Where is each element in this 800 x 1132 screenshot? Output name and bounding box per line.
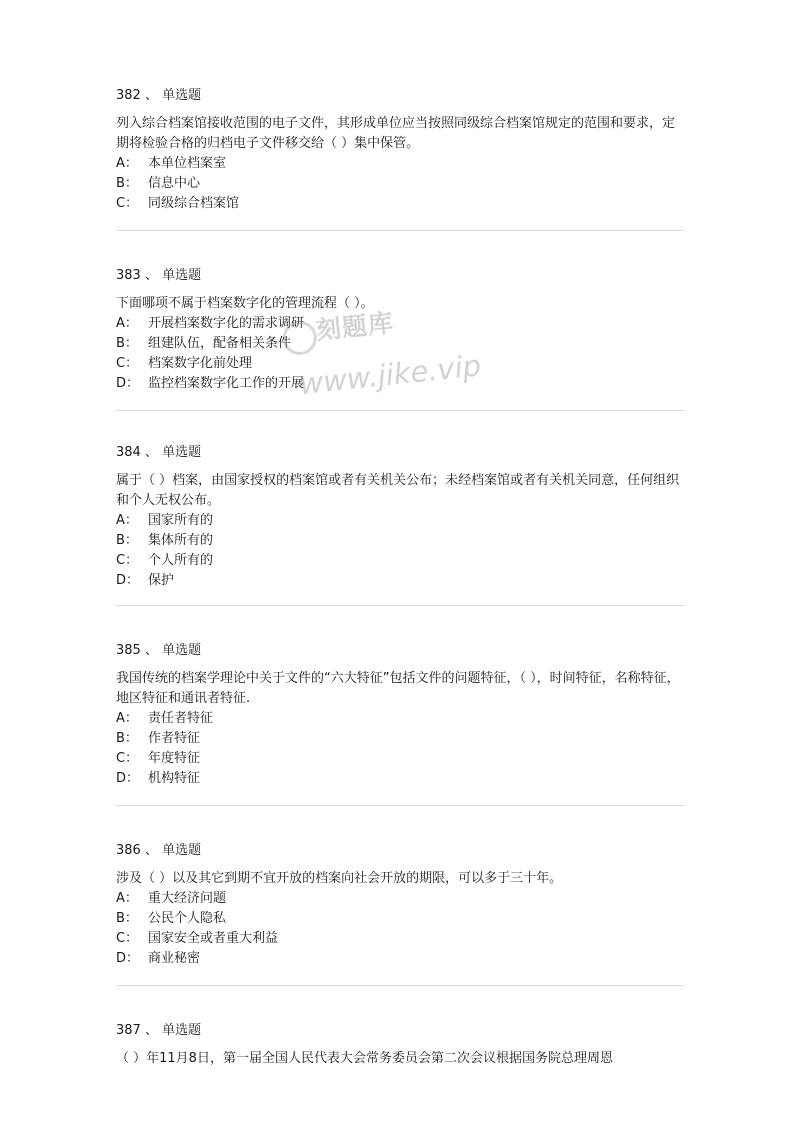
option-c: [116, 929, 685, 949]
divider: [116, 985, 685, 986]
question-385: [116, 641, 685, 789]
option-letter: A：: [116, 156, 138, 171]
option-b: [116, 729, 685, 749]
option-text: 监控档案数字化工作的开展: [148, 376, 305, 391]
option-letter: D：: [116, 376, 140, 391]
option-text: 年度特征: [148, 751, 201, 766]
option-a: [116, 709, 685, 729]
option-letter: C：: [116, 553, 139, 568]
option-text: 商业秘密: [148, 951, 201, 966]
option-letter: C：: [116, 751, 139, 766]
question-header: 383 、 单选题: [116, 268, 202, 283]
option-b: [116, 174, 685, 194]
question-header: 387 、 单选题: [116, 1023, 202, 1038]
option-text: 国家安全或者重大利益: [148, 931, 279, 946]
option-letter: C：: [116, 196, 139, 211]
option-text: 公民个人隐私: [148, 911, 227, 926]
option-text: 重大经济问题: [148, 891, 227, 906]
option-d: [116, 949, 685, 969]
question-header: 384 、 单选题: [116, 445, 202, 460]
option-d: [116, 374, 685, 394]
option-c: [116, 354, 685, 374]
option-letter: C：: [116, 931, 139, 946]
option-letter: B：: [116, 176, 138, 191]
divider: [116, 410, 685, 411]
option-text: 开展档案数字化的需求调研: [148, 316, 305, 331]
option-letter: B：: [116, 336, 138, 351]
option-text: 国家所有的: [148, 513, 214, 528]
option-a: [116, 511, 685, 531]
question-382: [116, 86, 685, 214]
option-letter: D：: [116, 573, 140, 588]
option-letter: A：: [116, 711, 138, 726]
divider: [116, 605, 685, 606]
question-383: [116, 266, 685, 394]
question-384: [116, 443, 685, 591]
option-letter: B：: [116, 533, 138, 548]
question-header: 382 、 单选题: [116, 88, 202, 103]
question-stem: 我国传统的档案学理论中关于文件的“六大特征”包括文件的问题特征，（ ），时间特征，名称特征，地区特征和通讯者特征.: [116, 671, 680, 706]
question-stem: 列入综合档案馆接收范围的电子文件，其形成单位应当按照同级综合档案馆规定的范围和要求，定期将检验合格的归档电子文件移交给（ ）集中保管。: [116, 116, 676, 151]
option-c: [116, 194, 685, 214]
option-text: 集体所有的: [148, 533, 214, 548]
option-letter: A：: [116, 513, 138, 528]
option-d: [116, 769, 685, 789]
option-letter: B：: [116, 731, 138, 746]
option-a: [116, 314, 685, 334]
option-a: [116, 889, 685, 909]
option-d: [116, 571, 685, 591]
divider: [116, 805, 685, 806]
option-letter: C：: [116, 356, 139, 371]
option-letter: A：: [116, 891, 138, 906]
option-c: [116, 749, 685, 769]
question-header: 385 、 单选题: [116, 643, 202, 658]
option-b: [116, 909, 685, 929]
option-text: 本单位档案室: [148, 156, 227, 171]
option-text: 机构特征: [148, 771, 201, 786]
question-387: [116, 1021, 685, 1069]
question-stem: 涉及（ ）以及其它到期不宜开放的档案向社会开放的期限，可以多于三十年。: [116, 871, 563, 886]
option-b: [116, 334, 685, 354]
option-letter: D：: [116, 951, 140, 966]
option-letter: B：: [116, 911, 138, 926]
option-text: 作者特征: [148, 731, 201, 746]
watermark-line2: www.jike.vip: [297, 348, 483, 402]
option-a: [116, 154, 685, 174]
question-stem: 下面哪项不属于档案数字化的管理流程（ ）。: [116, 296, 374, 311]
question-stem: 属于（ ）档案，由国家授权的档案馆或者有关机关公布；未经档案馆或者有关机关同意，任何组织和个人无权公布。: [116, 473, 680, 508]
option-text: 保护: [148, 573, 175, 588]
question-386: [116, 841, 685, 969]
option-text: 档案数字化前处理: [148, 356, 253, 371]
option-text: 同级综合档案馆: [148, 196, 240, 211]
divider: [116, 230, 685, 231]
option-c: [116, 551, 685, 571]
option-letter: A：: [116, 316, 138, 331]
option-text: 个人所有的: [148, 553, 214, 568]
watermark-line1: 刻题库: [314, 308, 396, 346]
question-stem: （ ）年11月8日，第一届全国人民代表大会常务委员会第二次会议根据国务院总理周恩: [116, 1051, 613, 1066]
option-b: [116, 531, 685, 551]
option-text: 信息中心: [148, 176, 201, 191]
question-header: 386 、 单选题: [116, 843, 202, 858]
option-text: 组建队伍，配备相关条件: [148, 336, 292, 351]
option-letter: D：: [116, 771, 140, 786]
option-text: 责任者特征: [148, 711, 214, 726]
